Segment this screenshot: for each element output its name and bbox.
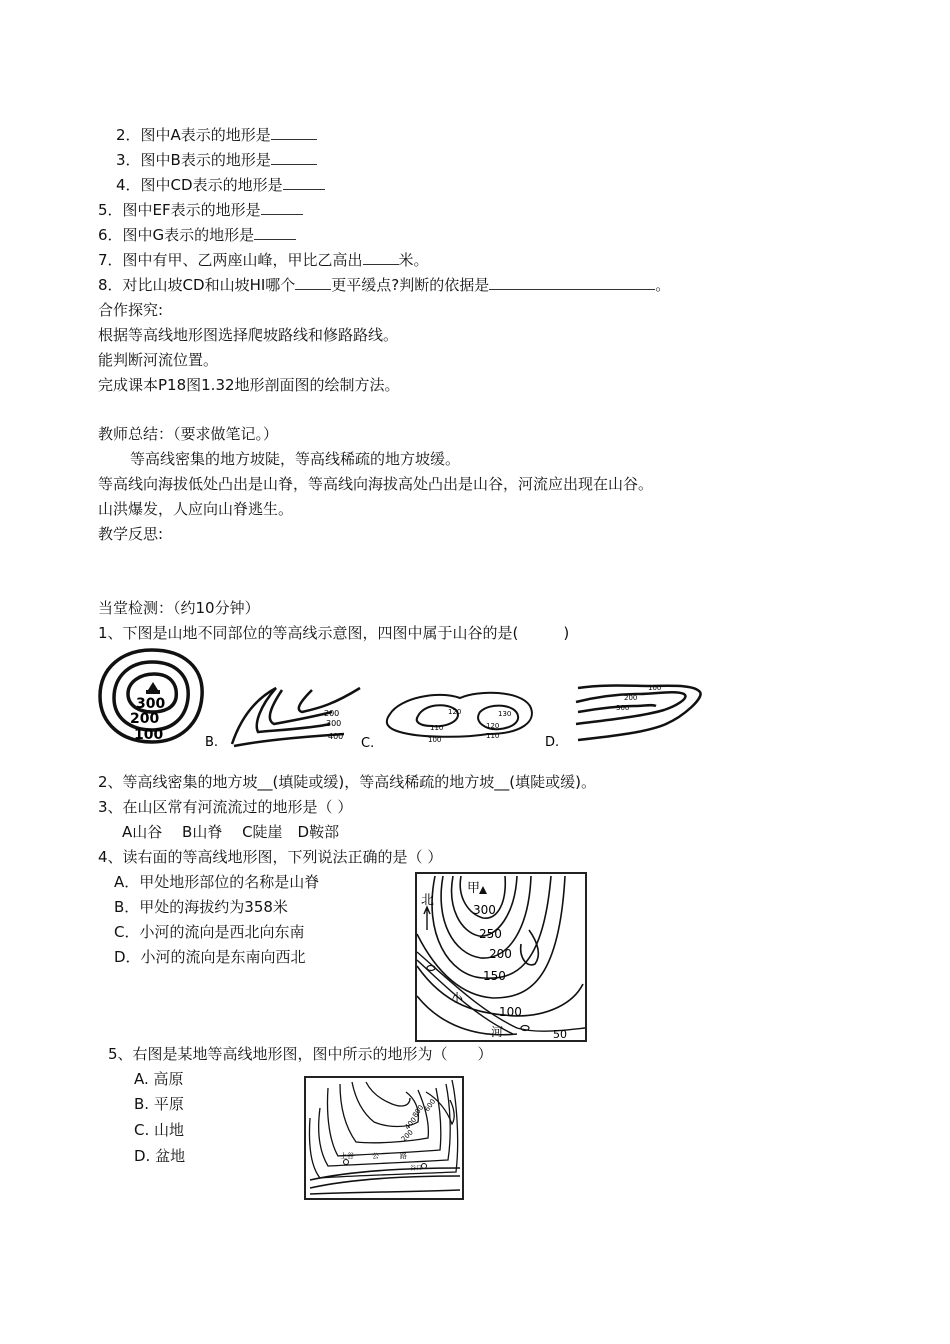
q5-option: C. 山地	[134, 1121, 185, 1139]
question-8: 8．对比山坡CD和山坡HI哪个 更平缓点?判断的依据是 。	[98, 276, 671, 294]
q4-option: B．甲处的海拔约为358米	[114, 898, 288, 916]
answer-blank[interactable]	[363, 250, 399, 265]
contour-label: 200	[624, 694, 638, 702]
contour-label: 300	[473, 903, 496, 917]
contour-label: 300	[616, 704, 630, 712]
answer-blank[interactable]	[271, 125, 317, 140]
contour-label: 100	[134, 727, 164, 743]
contour-label: 400	[403, 1115, 419, 1132]
contour-figure-b	[204, 680, 374, 750]
option-label: D.	[545, 735, 560, 750]
summary-line: 等高线向海拔低处凸出是山脊，等高线向海拔高处凸出是山谷，河流应出现在山谷。	[98, 475, 654, 493]
answer-blank[interactable]	[271, 150, 317, 165]
contour-label: 300	[326, 719, 342, 728]
north-label: 北	[421, 893, 435, 908]
question-4: 4．图中CD表示的地形是	[116, 175, 325, 195]
peak-triangle-icon	[479, 886, 487, 894]
contour-figure-d	[544, 680, 704, 750]
contour-label: 130	[498, 710, 512, 718]
question-2: 2．图中A表示的地形是	[116, 125, 317, 145]
gate-label: 谷口	[410, 1165, 423, 1172]
option-label: B.	[205, 735, 219, 750]
answer-blank[interactable]	[261, 200, 303, 215]
q5-contour-map	[304, 1076, 464, 1200]
test-question-4: 4、读右面的等高线地形图，下列说法正确的是（ ）	[98, 848, 443, 866]
contour-label: 150	[483, 969, 506, 983]
contour-label: 50	[553, 1028, 567, 1040]
north-arrow-icon	[424, 907, 430, 930]
answer-blank-long[interactable]	[489, 275, 655, 290]
q5-option: B. 平原	[134, 1095, 184, 1113]
answer-blank[interactable]	[283, 175, 325, 190]
contour-label: 110	[486, 732, 500, 740]
summary-title: 教师总结：（要求做笔记。）	[98, 425, 279, 443]
question-6: 6．图中G表示的地形是	[98, 225, 296, 245]
contour-figure-c	[360, 684, 546, 750]
question-3: 3．图中B表示的地形是	[116, 150, 317, 170]
test-question-2: 2、等高线密集的地方坡__(填陡或缓)，等高线稀疏的地方坡__(填陡或缓)。	[98, 773, 596, 791]
contour-label: 120	[486, 722, 500, 730]
contour-label: 100	[499, 1005, 522, 1019]
test-question-1: 1、下图是山地不同部位的等高线示意图，四图中属于山谷的是( )	[98, 624, 570, 642]
answer-blank[interactable]	[295, 275, 331, 290]
explore-line: 根据等高线地形图选择爬坡路线和修路路线。	[98, 326, 399, 344]
contour-label: 600	[423, 1097, 438, 1114]
contour-label: 800	[411, 1103, 426, 1120]
road-label: 路	[400, 1152, 407, 1160]
road-label: 谷	[347, 1152, 354, 1160]
q4-option: C．小河的流向是西北向东南	[114, 923, 305, 941]
test-question-5: 5、右图是某地等高线地形图，图中所示的地形为（ ）	[108, 1045, 493, 1063]
question-7: 7．图中有甲、乙两座山峰，甲比乙高出 米。	[98, 251, 429, 269]
q5-option: A. 高原	[134, 1070, 184, 1088]
summary-line: 等高线密集的地方坡陡，等高线稀疏的地方坡缓。	[130, 450, 461, 468]
test-question-3-options: A山谷 B山脊 C陡崖 D鞍部	[122, 823, 340, 841]
peak-triangle-icon	[148, 682, 158, 690]
road-label: 公	[372, 1152, 379, 1160]
explore-title: 合作探究:	[98, 301, 164, 319]
contour-label: 200	[130, 711, 160, 727]
q4-contour-map	[415, 872, 587, 1042]
contour-figure-a	[96, 646, 208, 746]
contour-label: 400	[328, 732, 344, 741]
road-label: 上	[340, 1152, 347, 1160]
river-label: 小	[451, 991, 464, 1005]
contour-label: 300	[136, 696, 166, 712]
contour-label: 200	[489, 947, 512, 961]
river-label: 河	[491, 1025, 504, 1039]
q4-option: D．小河的流向是东南向西北	[114, 948, 306, 966]
q5-option: D. 盆地	[134, 1147, 186, 1165]
contour-label: 120	[448, 708, 462, 716]
option-label: C.	[361, 736, 375, 750]
contour-label: 100	[428, 736, 442, 744]
contour-label: 250	[479, 927, 502, 941]
answer-blank[interactable]	[254, 225, 296, 240]
contour-label: 100	[648, 684, 662, 692]
test-title: 当堂检测：（约10分钟）	[98, 599, 260, 617]
question-5: 5．图中EF表示的地形是	[98, 200, 303, 220]
contour-label: 200	[324, 709, 340, 718]
reflection-title: 教学反思:	[98, 525, 164, 543]
explore-line: 完成课本P18图1.32地形剖面图的绘制方法。	[98, 376, 400, 394]
test-question-3: 3、在山区常有河流流过的地形是（ ）	[98, 798, 353, 816]
explore-line: 能判断河流位置。	[98, 351, 219, 369]
peak-label: 甲	[467, 881, 481, 896]
contour-label: 110	[430, 724, 444, 732]
summary-line: 山洪爆发，人应向山脊逃生。	[98, 500, 294, 518]
q4-option: A．甲处地形部位的名称是山脊	[114, 873, 320, 891]
contour-label: 200	[399, 1128, 415, 1144]
